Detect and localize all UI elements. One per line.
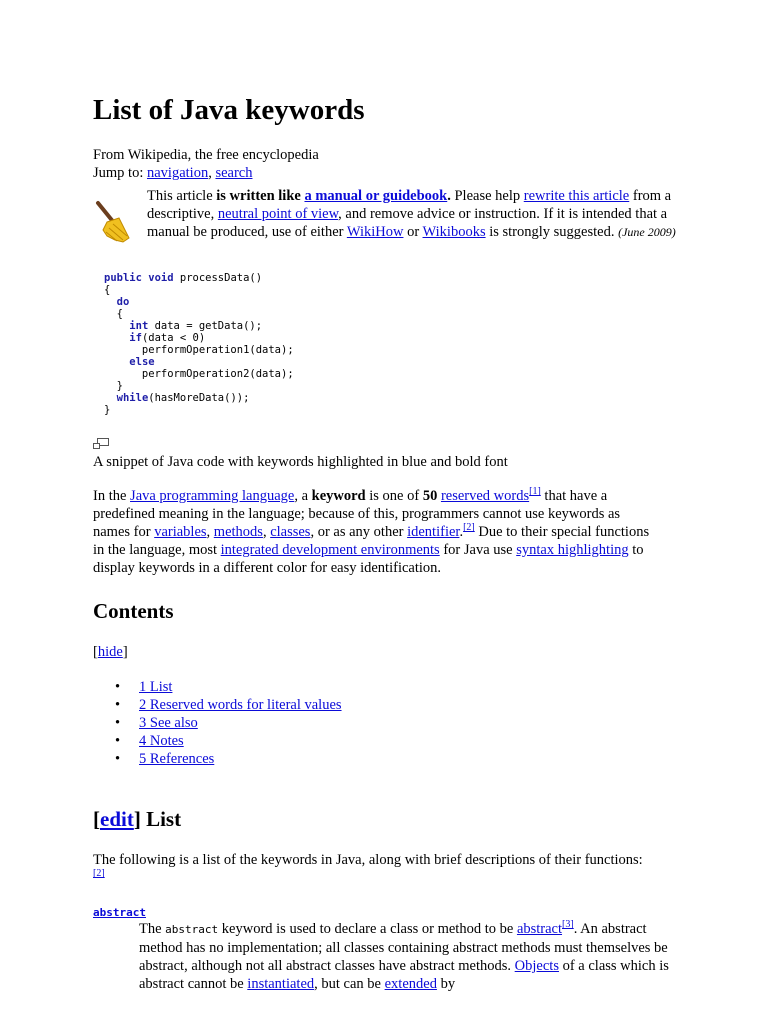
intro-text: to display keywords in a different color for easy identification. bbox=[93, 542, 644, 576]
keyword-definition-abstract bbox=[139, 920, 679, 993]
intro-text: In the bbox=[93, 488, 131, 504]
bullet: • bbox=[115, 733, 121, 749]
definition-text: , but can be bbox=[314, 976, 385, 992]
toc-item bbox=[93, 732, 342, 750]
toc-link-references[interactable]: 5 References bbox=[139, 751, 215, 767]
notice-text: Please help bbox=[450, 188, 524, 204]
edit-section-link[interactable]: edit bbox=[100, 807, 134, 831]
broom-icon bbox=[93, 200, 133, 244]
code-text: } bbox=[104, 404, 111, 416]
definition-text: . An abstract method has no implementation; all classes containing abstract methods must themselves be abstract, although not all abstract classes have abstract methods. bbox=[139, 921, 668, 974]
jump-to bbox=[93, 164, 252, 182]
toc-link-see-also[interactable]: 3 See also bbox=[139, 715, 198, 731]
bracket: ] bbox=[133, 807, 141, 831]
notice-text: This article bbox=[147, 188, 217, 204]
intro-text: . bbox=[459, 524, 464, 540]
intro-text: , bbox=[206, 524, 214, 540]
code-text: performOperation1(data); bbox=[104, 344, 294, 356]
ref-2-link[interactable]: [2] bbox=[463, 522, 475, 534]
intro-text: , bbox=[262, 524, 271, 540]
code-text: { bbox=[104, 308, 123, 320]
toc-item bbox=[93, 678, 342, 696]
section-title: List bbox=[140, 807, 182, 831]
bullet: • bbox=[115, 715, 121, 731]
jump-separator: , bbox=[208, 165, 216, 181]
instantiated-link[interactable]: instantiated bbox=[247, 976, 315, 992]
intro-text: , or as any other bbox=[310, 524, 408, 540]
intro-bold: 50 bbox=[422, 488, 438, 504]
definition-text: keyword is used to declare a class or method to be bbox=[218, 921, 517, 937]
code-text: } bbox=[104, 380, 123, 392]
list-intro bbox=[93, 851, 653, 887]
objects-link[interactable]: Objects bbox=[514, 958, 559, 974]
notice-text: or bbox=[403, 224, 423, 240]
ide-link[interactable]: integrated development environments bbox=[220, 542, 440, 558]
methods-link[interactable]: methods bbox=[213, 524, 263, 540]
notice-text: from a descriptive, bbox=[147, 188, 672, 222]
toc-hide-link[interactable]: hide bbox=[97, 644, 123, 660]
syntax-highlighting-link[interactable]: syntax highlighting bbox=[516, 542, 629, 558]
toc-link-notes[interactable]: 4 Notes bbox=[139, 733, 184, 749]
toc-link-list[interactable]: 1 List bbox=[139, 679, 173, 695]
code-keyword: public void bbox=[104, 272, 174, 284]
cleanup-notice bbox=[147, 187, 687, 241]
notice-text: is strongly suggested. bbox=[485, 224, 619, 240]
code-keyword: else bbox=[129, 356, 155, 368]
bracket: [ bbox=[93, 807, 100, 831]
manual-guidebook-link[interactable]: a manual or guidebook bbox=[304, 188, 448, 204]
notice-date: (June 2009) bbox=[618, 225, 676, 239]
toc-link-reserved-words[interactable]: 2 Reserved words for literal values bbox=[139, 697, 342, 713]
code-keyword: do bbox=[116, 296, 130, 308]
java-language-link[interactable]: Java programming language bbox=[130, 488, 295, 504]
code-keyword: if bbox=[129, 332, 142, 344]
intro-paragraph bbox=[93, 487, 653, 577]
page-title: List of Java keywords bbox=[93, 94, 365, 126]
wikihow-link[interactable]: WikiHow bbox=[346, 224, 404, 240]
notice-bold-text: is written like bbox=[216, 188, 305, 204]
intro-bold: keyword bbox=[311, 488, 366, 504]
ref-3-link[interactable]: [3] bbox=[562, 919, 574, 931]
table-of-contents bbox=[93, 678, 342, 768]
code-keyword: while bbox=[116, 392, 149, 404]
neutral-pov-link[interactable]: neutral point of view bbox=[217, 206, 339, 222]
ref-1-link[interactable]: [1] bbox=[529, 486, 541, 498]
code-text: (hasMoreData()); bbox=[148, 392, 250, 404]
bracket: [ bbox=[93, 644, 98, 660]
list-section-heading bbox=[93, 806, 181, 832]
code-text: { bbox=[104, 284, 111, 296]
notice-period: . bbox=[447, 188, 451, 204]
tagline: From Wikipedia, the free encyclopedia bbox=[93, 147, 319, 163]
classes-link[interactable]: classes bbox=[270, 524, 311, 540]
toc-item bbox=[93, 750, 342, 768]
image-caption: A snippet of Java code with keywords highlighted in blue and bold font bbox=[93, 454, 508, 470]
inline-code: abstract bbox=[165, 923, 219, 936]
intro-text: that have a predefined meaning in the language; because of this, programmers cannot use keywords as names for bbox=[93, 488, 621, 540]
ref-2-link[interactable]: [2] bbox=[93, 868, 105, 880]
enlarge-icon[interactable] bbox=[93, 438, 109, 450]
toc-item bbox=[93, 714, 342, 732]
keyword-term-abstract[interactable]: abstract bbox=[93, 906, 146, 919]
list-intro-text: The following is a list of the keywords in Java, along with brief descriptions of their functions: bbox=[93, 852, 643, 868]
code-text: data = getData(); bbox=[148, 320, 263, 332]
toc-toggle bbox=[93, 643, 128, 661]
toc-item bbox=[93, 696, 342, 714]
intro-text: is one of bbox=[365, 488, 423, 504]
code-keyword: int bbox=[129, 320, 149, 332]
bullet: • bbox=[115, 679, 121, 695]
notice-text: , and remove advice or instruction. If it is intended that a manual be produced, use of either bbox=[147, 206, 668, 240]
code-text: (data < 0) bbox=[141, 332, 206, 344]
identifier-link[interactable]: identifier bbox=[407, 524, 460, 540]
jump-search-link[interactable]: search bbox=[215, 165, 253, 181]
definition-text: of a class which is abstract cannot be bbox=[139, 958, 669, 992]
jump-navigation-link[interactable]: navigation bbox=[146, 165, 209, 181]
rewrite-article-link[interactable]: rewrite this article bbox=[523, 188, 630, 204]
abstract-link[interactable]: abstract bbox=[516, 921, 563, 937]
bracket: ] bbox=[122, 644, 128, 660]
wikibooks-link[interactable]: Wikibooks bbox=[422, 224, 486, 240]
intro-text: , a bbox=[294, 488, 312, 504]
intro-text: for Java use bbox=[439, 542, 517, 558]
code-text: performOperation2(data); bbox=[104, 368, 294, 380]
bullet: • bbox=[115, 697, 121, 713]
intro-text: Due to their special functions in the language, most bbox=[93, 524, 650, 558]
jump-prefix: Jump to: bbox=[93, 165, 147, 181]
code-text: processData() bbox=[173, 272, 263, 284]
reserved-words-link[interactable]: reserved words bbox=[440, 488, 530, 504]
variables-link[interactable]: variables bbox=[154, 524, 207, 540]
bullet: • bbox=[115, 751, 121, 767]
definition-text: The bbox=[139, 921, 166, 937]
code-snippet-image bbox=[104, 272, 294, 416]
extended-link[interactable]: extended bbox=[384, 976, 437, 992]
contents-heading: Contents bbox=[93, 599, 174, 623]
definition-text: by bbox=[436, 976, 456, 992]
